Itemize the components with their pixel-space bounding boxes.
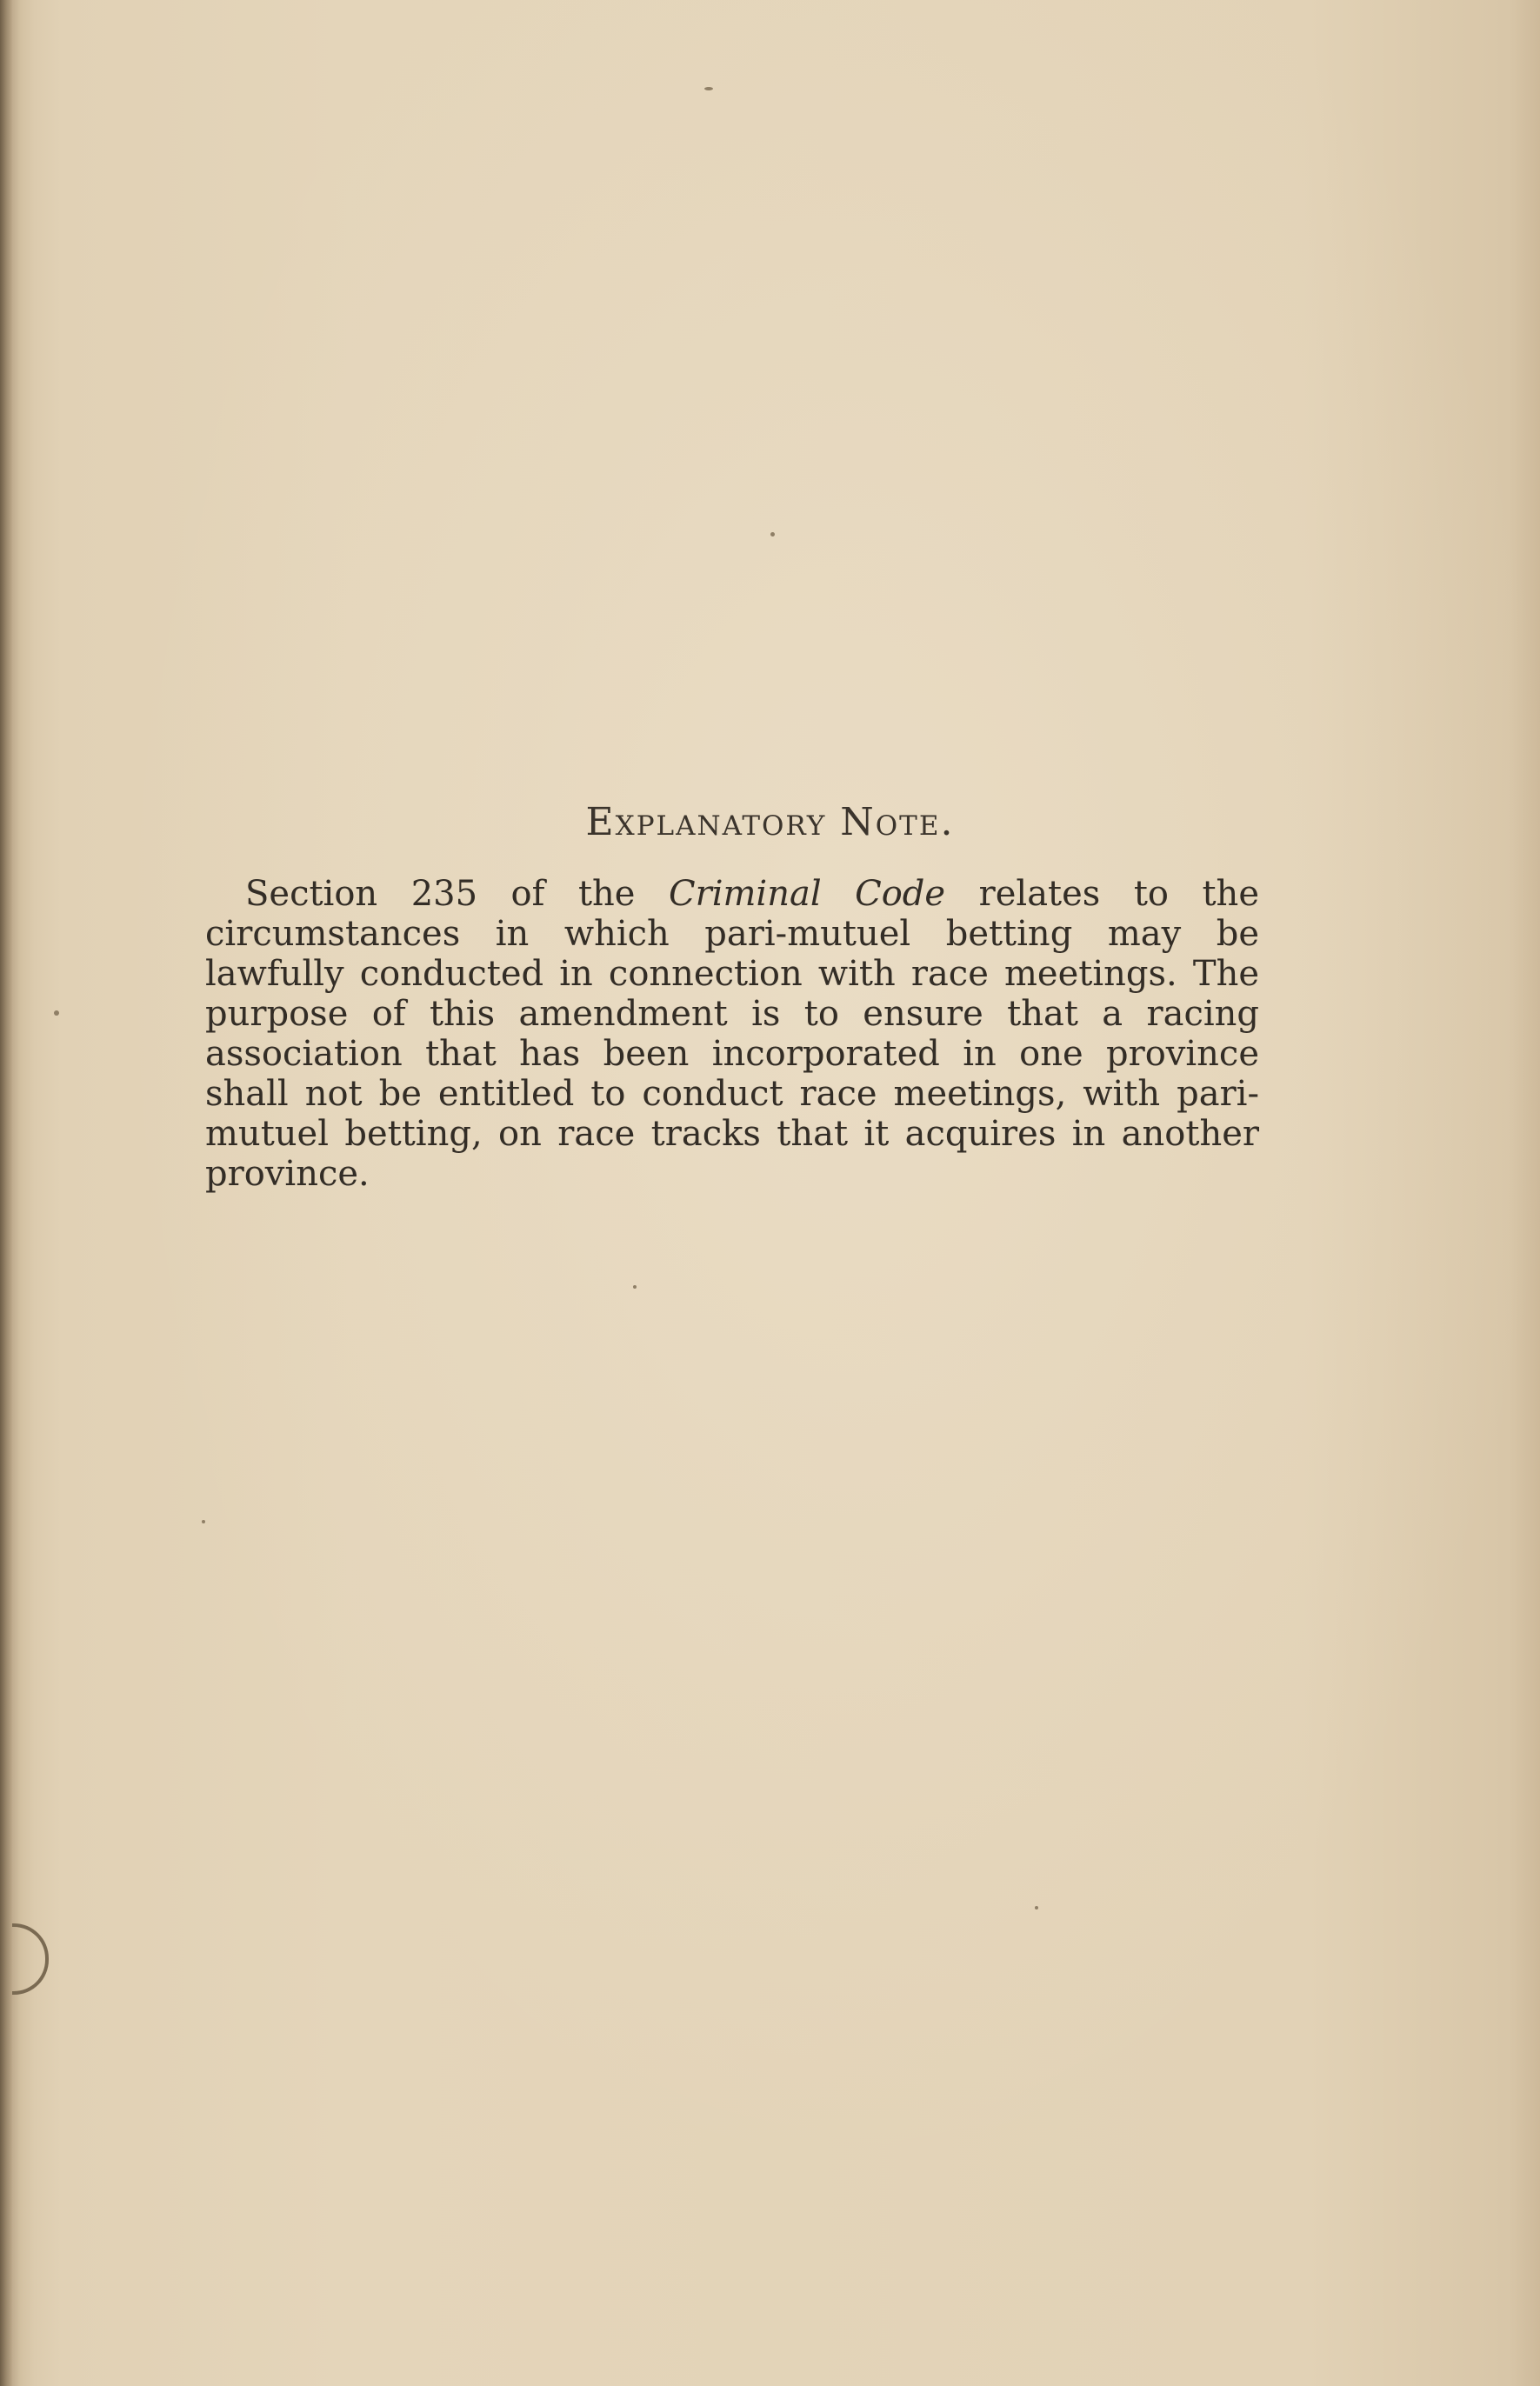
paragraph-text-rest: relates to the circumstances in which pari-mutuel betting may be lawfully conducted in connection with race meetings. The purpose of this amendment is to ensure that a racing association that has been incorporated in one province shall not be entitled to conduct race meetings, with pari-mutuel betting, on race tracks that it acquires in another province. (205, 874, 1259, 1194)
paragraph-text-start: Section 235 of the (245, 874, 669, 914)
explanatory-note-body (205, 874, 1259, 1194)
paper-speck (770, 532, 775, 537)
page-title: Explanatory Note. (585, 800, 955, 844)
paper-speck (633, 1285, 637, 1289)
binding-spine (0, 0, 12, 2386)
paragraph (205, 874, 1259, 1194)
criminal-code-title: Criminal Code (668, 874, 946, 914)
paper-speck (704, 87, 713, 90)
binding-clip-mark (12, 1923, 49, 1995)
paper-speck (1035, 1906, 1038, 1909)
paper-speck (202, 1520, 205, 1523)
paper-speck (54, 1010, 59, 1016)
